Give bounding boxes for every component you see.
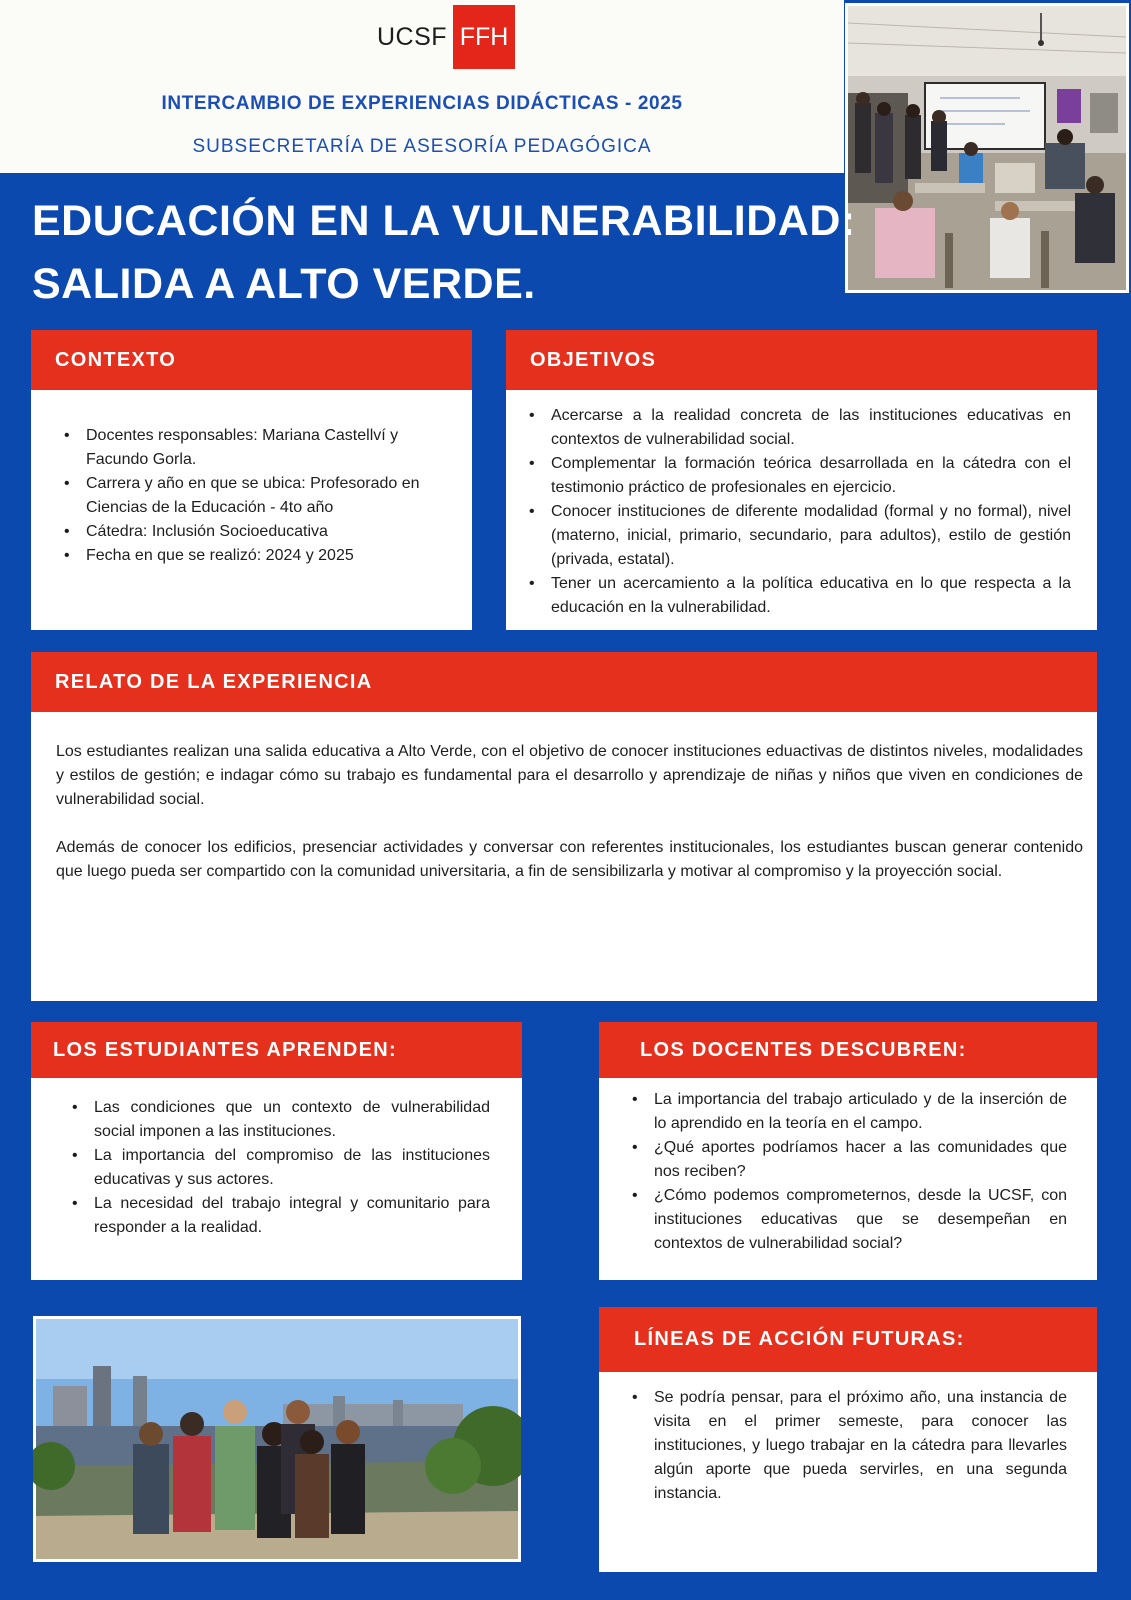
contexto-card — [31, 330, 472, 630]
lineas-heading: LÍNEAS DE ACCIÓN FUTURAS: — [599, 1307, 1097, 1372]
estudiantes-item: • La necesidad del trabajo integral y comunitario para responder a la realidad. — [64, 1192, 490, 1240]
ucsf-ffh-logo — [377, 5, 515, 69]
group-photo — [33, 1316, 521, 1562]
docentes-item: • ¿Qué aportes podríamos hacer a las comunidades que nos reciben? — [624, 1136, 1067, 1184]
contexto-item: • Carrera y año en que se ubica: Profesorado en Ciencias de la Educación - 4to año — [56, 472, 428, 520]
lineas-card — [599, 1307, 1097, 1572]
docentes-list — [599, 1078, 1097, 1256]
contexto-item: • Docentes responsables: Mariana Castellví y Facundo Gorla. — [56, 424, 428, 472]
department-subtitle: SUBSECRETARÍA DE ASESORÍA PEDAGÓGICA — [192, 136, 652, 157]
objetivos-item: • Conocer instituciones de diferente modalidad (formal y no formal), nivel (materno, inicial, primario, secundario, para adultos), estilo de gestión (privada, estatal). — [521, 500, 1071, 572]
relato-heading: RELATO DE LA EXPERIENCIA — [31, 652, 1097, 712]
estudiantes-heading: LOS ESTUDIANTES APRENDEN: — [31, 1022, 522, 1078]
objetivos-item: • Acercarse a la realidad concreta de las instituciones educativas en contextos de vulnerabilidad social. — [521, 404, 1071, 452]
relato-paragraph-2: Además de conocer los edificios, presenciar actividades y conversar con referentes institucionales, los estudiantes buscan generar contenido que luego pueda ser compartido con la comunidad universitaria, a fin de sensibilizarla y motivar al compromiso y la proyección social. — [56, 839, 1083, 880]
title-line-1: EDUCACIÓN EN LA VULNERABILIDAD: — [32, 197, 856, 245]
objetivos-item: • Tener un acercamiento a la política educativa en lo que respecta a la educación en la vulnerabilidad. — [521, 572, 1071, 620]
relato-card — [31, 652, 1097, 1001]
objetivos-list — [506, 390, 1097, 620]
estudiantes-list — [31, 1078, 522, 1240]
header-band — [0, 0, 844, 173]
estudiantes-item: • Las condiciones que un contexto de vulnerabilidad social imponen a las instituciones. — [64, 1096, 490, 1144]
docentes-item: • ¿Cómo podemos comprometernos, desde la UCSF, con instituciones educativas que se desempeñan en contextos de vulnerabilidad social? — [624, 1184, 1067, 1256]
objetivos-card — [506, 330, 1097, 630]
docentes-item: • La importancia del trabajo articulado y de la inserción de lo aprendido en la teoría en el campo. — [624, 1088, 1067, 1136]
objetivos-heading: OBJETIVOS — [506, 330, 1097, 390]
relato-paragraph-1: Los estudiantes realizan una salida educativa a Alto Verde, con el objetivo de conocer instituciones eduactivas de distintos niveles, modalidades y estilos de gestión; e indagar cómo su trabajo es fundamental para el desarrollo y aprendizaje de niñas y niños que viven en condiciones de vulnerabilidad social. — [56, 743, 1083, 808]
contexto-item: • Cátedra: Inclusión Socioeducativa — [56, 520, 428, 544]
docentes-card — [599, 1022, 1097, 1280]
title-line-2: SALIDA A ALTO VERDE. — [32, 260, 536, 308]
logo-ucsf-text: UCSF — [377, 22, 448, 51]
contexto-item: • Fecha en que se realizó: 2024 y 2025 — [56, 544, 428, 568]
lineas-list — [599, 1372, 1097, 1506]
lineas-item: • Se podría pensar, para el próximo año, una instancia de visita en el primer semeste, para conocer las instituciones, y luego trabajar en la cátedra para llevarles algún aporte que pueda servirles, en una segunda instancia. — [624, 1386, 1067, 1506]
poster-title — [32, 190, 856, 316]
logo-ffh-box: FFH — [453, 5, 515, 69]
classroom-photo — [845, 3, 1129, 293]
event-title: INTERCAMBIO DE EXPERIENCIAS DIDÁCTICAS - 2025 — [161, 93, 683, 114]
contexto-heading: CONTEXTO — [31, 330, 472, 390]
estudiantes-card — [31, 1022, 522, 1280]
contexto-list — [31, 390, 472, 568]
objetivos-item: • Complementar la formación teórica desarrollada en la cátedra con el testimonio práctico de profesionales en ejercicio. — [521, 452, 1071, 500]
estudiantes-item: • La importancia del compromiso de las instituciones educativas y sus actores. — [64, 1144, 490, 1192]
docentes-heading: LOS DOCENTES DESCUBREN: — [599, 1022, 1097, 1078]
